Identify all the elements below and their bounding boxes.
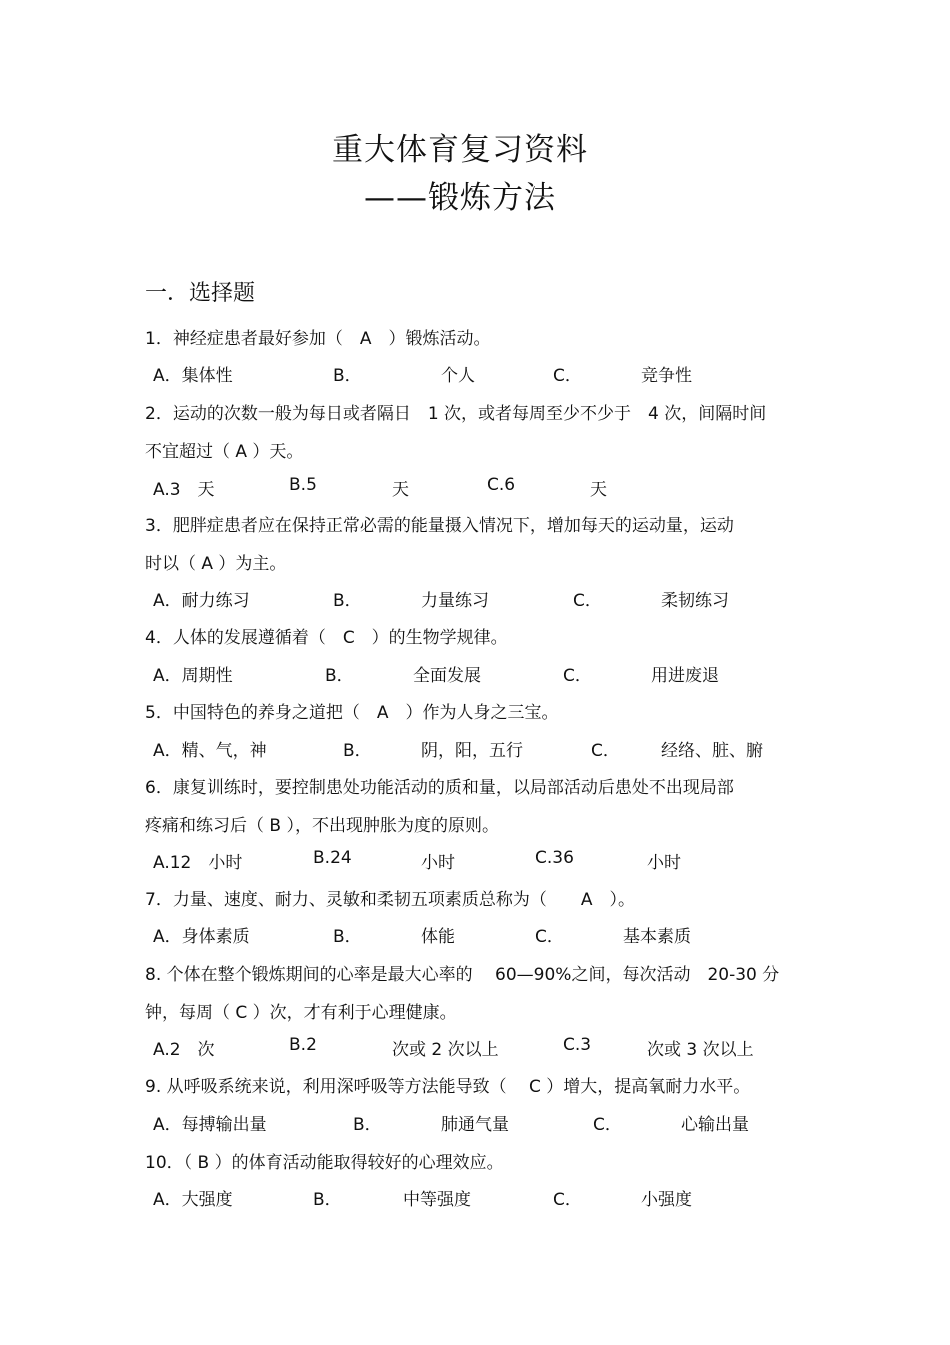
question-2-option-part: 天 [392, 480, 409, 500]
question-4-option-part: B． [325, 666, 354, 686]
question-9-text: 9. 从呼吸系统来说，利用深呼吸等方法能导致（ C ）增大，提高氧耐力水平。 [145, 1077, 751, 1097]
question-3-option-part: B． [333, 591, 362, 611]
question-10-option-part: B． [313, 1190, 342, 1210]
question-2-option-part: 天 [590, 480, 607, 500]
document-title: 重大体育复习资料 [332, 132, 588, 168]
question-6-option-part: 小时 [647, 853, 681, 873]
question-7-option-part: 基本素质 [623, 927, 691, 947]
question-1-option-part: A．集体性 [153, 366, 233, 386]
question-4-option-part: A．周期性 [153, 666, 233, 686]
question-7-option-part: B． [333, 927, 362, 947]
question-2-option-part: A.3 天 [153, 480, 215, 500]
question-4-option-part: 用进废退 [651, 666, 719, 686]
question-9-option-part: 肺通气量 [441, 1115, 509, 1135]
question-5-option-part: C． [591, 741, 620, 761]
question-1-option-part: B． [333, 366, 362, 386]
question-4-text: 4．人体的发展遵循着（ C ）的生物学规律。 [145, 628, 508, 648]
question-6-text: 6．康复训练时，要控制患处功能活动的质和量，以局部活动后患处不出现局部 [145, 778, 734, 798]
question-3-option-part: C． [573, 591, 602, 611]
document-subtitle: ——锻炼方法 [364, 180, 556, 216]
question-8-option-part: C.3 [563, 1035, 592, 1055]
question-8-text: 8. 个体在整个锻炼期间的心率是最大心率的 60—90%之间，每次活动 20-30 分 [145, 965, 780, 985]
question-10-text: 10．（ B ）的体育活动能取得较好的心理效应。 [145, 1153, 504, 1173]
question-10-option-part: C． [553, 1190, 582, 1210]
question-2-option-part: C.6 [487, 475, 516, 495]
question-4-option-part: C． [563, 666, 592, 686]
question-8-option-part: B.2 [289, 1035, 317, 1055]
question-6-option-part: 小时 [421, 853, 455, 873]
question-4-option-part: 全面发展 [413, 666, 481, 686]
question-9-option-part: A．每搏输出量 [153, 1115, 267, 1135]
question-1-option-part: 个人 [441, 366, 475, 386]
question-6-option-part: B.24 [313, 848, 352, 868]
question-2-option-part: B.5 [289, 475, 317, 495]
question-9-option-part: C． [593, 1115, 622, 1135]
question-1-option-part: C． [553, 366, 582, 386]
question-8-option-part: A.2 次 [153, 1040, 215, 1060]
question-10-option-part: 中等强度 [403, 1190, 471, 1210]
question-5-option-part: A．精、气，神 [153, 741, 267, 761]
question-5-option-part: 阴，阳，五行 [421, 741, 523, 761]
question-3-option-part: 力量练习 [421, 591, 489, 611]
question-10-option-part: A．大强度 [153, 1190, 233, 1210]
question-8-text-cont: 钟，每周（ C ）次，才有利于心理健康。 [145, 1003, 457, 1023]
question-3-text: 3．肥胖症患者应在保持正常必需的能量摄入情况下，增加每天的运动量，运动 [145, 516, 734, 536]
question-1-option-part: 竞争性 [641, 366, 692, 386]
question-1-text: 1．神经症患者最好参加（ A ）锻炼活动。 [145, 329, 491, 349]
question-6-option-part: A.12 小时 [153, 853, 243, 873]
question-3-option-part: 柔韧练习 [661, 591, 729, 611]
question-5-option-part: 经络、脏、腑 [661, 741, 763, 761]
question-7-option-part: 体能 [421, 927, 455, 947]
section-heading: 一．选择题 [145, 281, 256, 306]
question-9-option-part: B． [353, 1115, 382, 1135]
question-7-text: 7．力量、速度、耐力、灵敏和柔韧五项素质总称为（ A ）。 [145, 890, 635, 910]
question-10-option-part: 小强度 [641, 1190, 692, 1210]
question-6-text-cont: 疼痛和练习后（ B ），不出现肿胀为度的原则。 [145, 816, 499, 836]
question-8-option-part: 次或 2 次以上 [392, 1040, 499, 1060]
question-7-option-part: C． [535, 927, 564, 947]
question-2-text-cont: 不宜超过（ A ）天。 [145, 442, 304, 462]
question-3-text-cont: 时以（ A ）为主。 [145, 554, 287, 574]
question-7-option-part: A．身体素质 [153, 927, 250, 947]
question-5-text: 5．中国特色的养身之道把（ A ）作为人身之三宝。 [145, 703, 559, 723]
question-3-option-part: A．耐力练习 [153, 591, 250, 611]
question-6-option-part: C.36 [535, 848, 574, 868]
question-9-option-part: 心输出量 [681, 1115, 749, 1135]
question-5-option-part: B． [343, 741, 372, 761]
question-2-text: 2．运动的次数一般为每日或者隔日 1 次，或者每周至少不少于 4 次，间隔时间 [145, 404, 767, 424]
question-8-option-part: 次或 3 次以上 [647, 1040, 754, 1060]
